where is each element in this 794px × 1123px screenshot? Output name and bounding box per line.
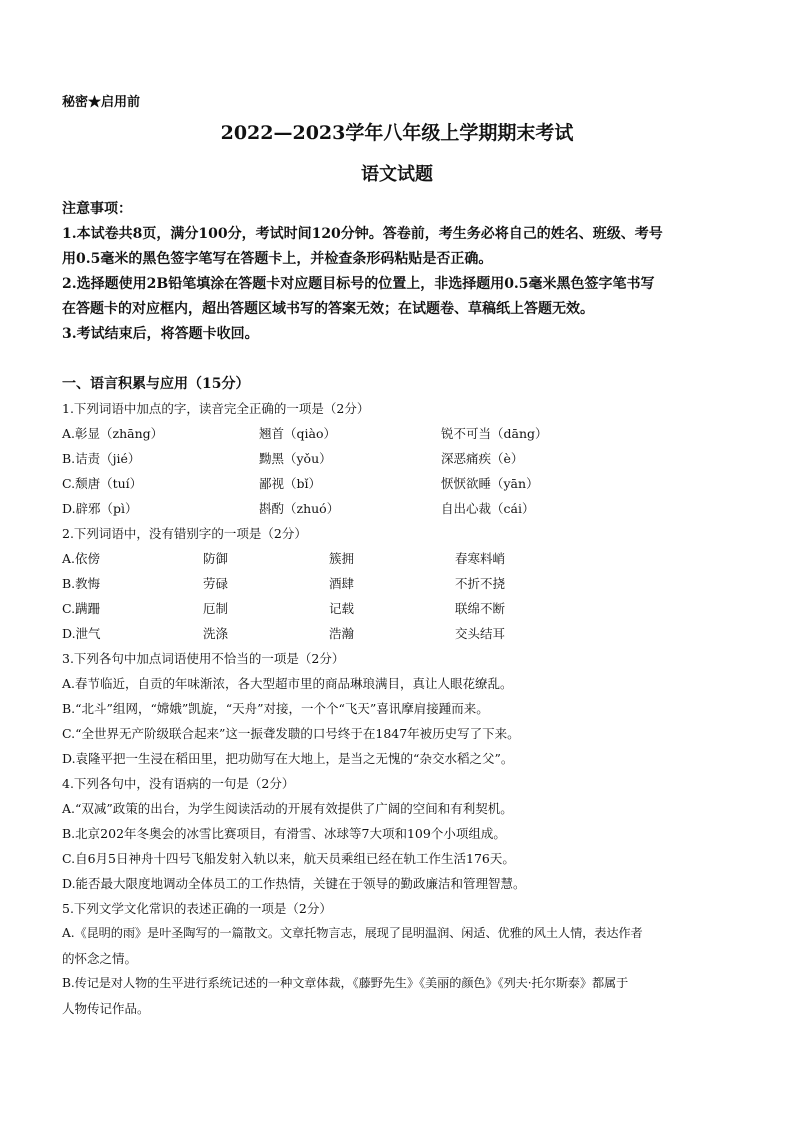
q4-option-b: B.北京202年冬奥会的冰雪比赛项目，有滑雪、冰球等7大项和109个小项组成。 <box>62 826 506 841</box>
q1-c-1: C.颓唐（tuí） <box>62 476 143 491</box>
confidential-mark: 秘密★启用前 <box>62 95 141 110</box>
q3-option-b: B.“北斗”组网，“嫦娥”凯旋，“天舟”对接，一个个“飞天”喜讯摩肩接踵而来。 <box>62 701 489 716</box>
q5-option-b: B.传记是对人物的生平进行系统记述的一种文章体裁，《藤野先生》《美丽的颜色》《列夫·托尔斯泰》都属于 <box>62 976 629 990</box>
q5-option-a-cont: 的怀念之情。 <box>62 951 138 966</box>
q2-c-2: 厄制 <box>203 601 229 616</box>
q5-option-b-cont: 人物传记作品。 <box>62 1001 150 1016</box>
q2-c-4: 联绵不断 <box>455 601 506 616</box>
q2-b-1: B.教悔 <box>62 576 101 591</box>
q1-a-2: 翘首（qiào） <box>259 426 336 441</box>
notice-block <box>62 197 738 347</box>
notice-heading: 注意事项： <box>62 201 132 217</box>
q1-row-b <box>62 446 742 471</box>
question-5-stem: 5.下列文学文化常识的表述正确的一项是（2分） <box>62 901 332 916</box>
notice-item-2: 2.选择题使用2B铅笔填涂在答题卡对应题目标号的位置上，非选择题用0.5毫米黑色签字笔书写 <box>62 276 655 292</box>
q1-d-2: 斟酌（zhuó） <box>259 501 340 516</box>
q2-d-2: 洗涤 <box>203 626 229 641</box>
q2-c-1: C.蹒跚 <box>62 601 101 616</box>
notice-item-1-cont: 用0.5毫米的黑色签字笔写在答题卡上，并检查条形码粘贴是否正确。 <box>62 251 493 267</box>
q1-a-1: A.彰显（zhāng） <box>62 426 164 441</box>
question-1-stem: 1.下列词语中加点的字，读音完全正确的一项是（2分） <box>62 401 370 416</box>
q1-c-3: 恹恹欲睡（yān） <box>441 476 539 491</box>
q2-a-4: 春寒料峭 <box>455 551 506 566</box>
q2-row-a <box>62 546 742 571</box>
q2-row-d <box>62 621 742 646</box>
q1-c-2: 鄙视（bǐ） <box>259 476 321 491</box>
q2-b-3: 酒肆 <box>329 576 355 591</box>
q1-d-1: D.辟邪（pì） <box>62 501 138 516</box>
question-2-stem: 2.下列词语中，没有错别字的一项是（2分） <box>62 526 307 541</box>
q2-row-c <box>62 596 742 621</box>
question-3-stem: 3.下列各句中加点词语使用不恰当的一项是（2分） <box>62 651 345 666</box>
q2-d-4: 交头结耳 <box>455 626 506 641</box>
q4-option-d: D.能否最大限度地调动全体员工的工作热情，关键在于领导的勤政廉洁和管理智慧。 <box>62 876 526 891</box>
q5-option-a: A.《昆明的雨》是叶圣陶写的一篇散文。文章托物言志，展现了昆明温润、闲适、优雅的风土人情，表达作者 <box>62 926 643 940</box>
q4-option-c: C.自6月5日神舟十四号飞船发射入轨以来，航天员乘组已经在轨工作生活176天。 <box>62 851 515 866</box>
q3-option-c: C.“全世界无产阶级联合起来”这一振聋发聩的口号终于在1847年被历史写了下来。 <box>62 726 520 741</box>
q1-row-c <box>62 471 742 496</box>
q1-row-d <box>62 496 742 521</box>
q2-b-2: 劳碌 <box>203 576 229 591</box>
q2-a-2: 防御 <box>203 551 229 566</box>
q2-c-3: 记载 <box>329 601 355 616</box>
notice-item-2-cont: 在答题卡的对应框内，超出答题区域书写的答案无效；在试题卷、草稿纸上答题无效。 <box>62 301 594 317</box>
q1-d-3: 自出心裁（cái） <box>441 501 535 516</box>
q1-b-2: 黝黑（yǒu） <box>259 451 332 466</box>
question-4-stem: 4.下列各句中，没有语病的一句是（2分） <box>62 776 295 791</box>
exam-subtitle: 语文试题 <box>361 164 433 185</box>
exam-title: 2022—2023学年八年级上学期期末考试 <box>220 122 574 144</box>
q3-option-a: A.春节临近，自贡的年味渐浓，各大型超市里的商品琳琅满目，真让人眼花缭乱。 <box>62 676 513 691</box>
q2-a-3: 簇拥 <box>329 551 355 566</box>
q1-b-1: B.诘责（jié） <box>62 451 141 466</box>
q1-b-3: 深恶痛疾（è） <box>441 451 524 466</box>
notice-item-1: 1.本试卷共8页，满分100分，考试时间120分钟。答卷前，考生务必将自己的姓名、班级、考号 <box>62 226 663 242</box>
q2-b-4: 不折不挠 <box>455 576 506 591</box>
q2-a-1: A.依傍 <box>62 551 101 566</box>
q3-option-d: D.袁隆平把一生浸在稻田里，把功勋写在大地上，是当之无愧的“杂交水稻之父”。 <box>62 751 514 766</box>
q1-row-a <box>62 421 742 446</box>
q4-option-a: A.“双减”政策的出台，为学生阅读活动的开展有效提供了广阔的空间和有利契机。 <box>62 801 513 816</box>
q2-d-3: 浩瀚 <box>329 626 355 641</box>
q1-a-3: 锐不可当（dāng） <box>441 426 548 441</box>
q2-row-b <box>62 571 742 596</box>
section-heading: 一、语言积累与应用（15分） <box>62 376 250 392</box>
notice-item-3: 3.考试结束后，将答题卡收回。 <box>62 326 259 342</box>
q2-d-1: D.泄气 <box>62 626 101 641</box>
